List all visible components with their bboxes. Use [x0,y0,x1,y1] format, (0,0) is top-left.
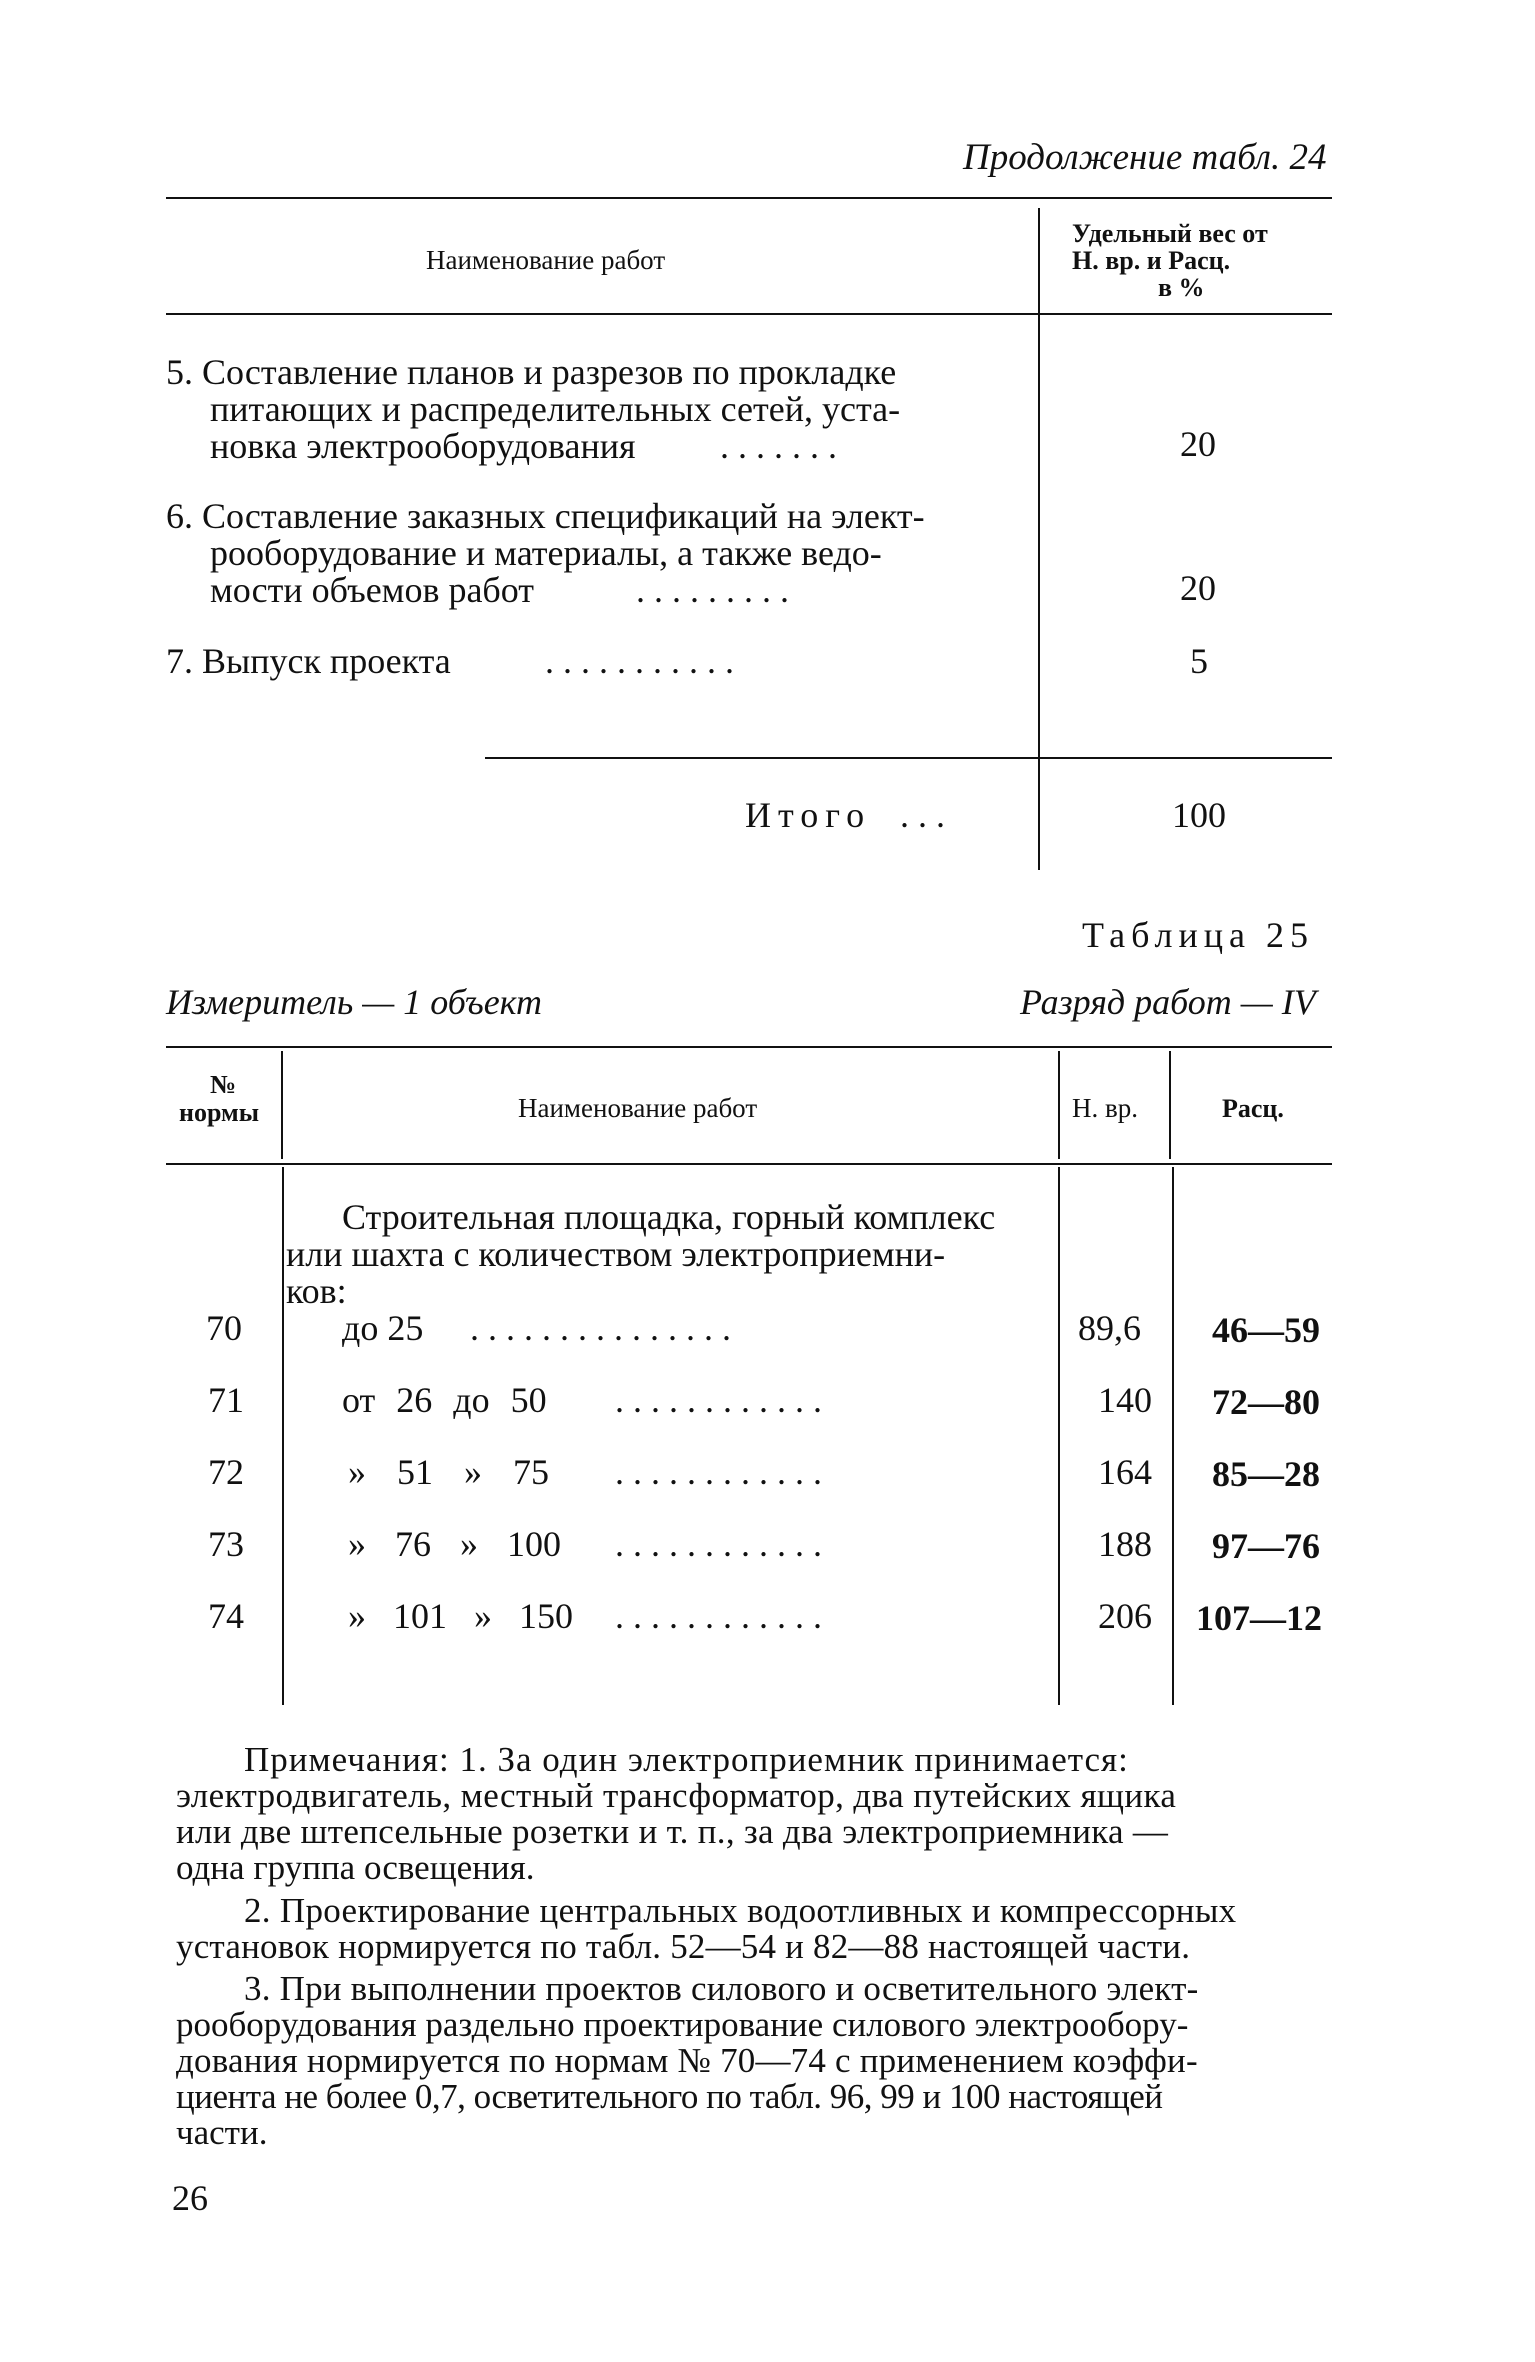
table25-header-time: Н. вр. [1072,1093,1138,1123]
table25-row71-desc: от 26 до 50 [342,1380,547,1420]
table25-divider-rate-header [1169,1051,1171,1159]
table25-row71-time: 140 [1098,1380,1152,1420]
table24-row7-dots: . . . . . . . . . . . [545,641,734,681]
table24-row6-line2: рооборудование и материалы, а также ведо- [210,533,882,573]
table25-intro-line1: Строительная площадка, горный комплекс [342,1197,996,1237]
table25-row74-time: 206 [1098,1596,1152,1636]
table25-header-name: Наименование работ [518,1093,758,1123]
note-line-5: 2. Проектирование центральных водоотливных и компрессорных [244,1891,1237,1930]
note-line-11: части. [176,2113,268,2152]
table25-caption: Таблица 25 [1082,915,1314,955]
table25-header-rule [166,1163,1332,1165]
note-line-9: дования нормируется по нормам № 70—74 с применением коэффи- [176,2041,1198,2080]
table25-row73-rate: 97—76 [1212,1526,1320,1566]
table24-header-weight-1: Удельный вес от [1072,219,1268,248]
table25-row70-rate: 46—59 [1212,1310,1320,1350]
table24-header-rule [166,313,1332,315]
table25-row74-desc: » 101 » 150 [348,1596,573,1636]
table24-total-dots: . . . [900,795,945,835]
table25-row71-dots: . . . . . . . . . . . . [615,1380,822,1420]
table24-header-name: Наименование работ [426,245,666,275]
table25-row71-rate: 72—80 [1212,1382,1320,1422]
note-line-4: одна группа освещения. [176,1848,535,1887]
table24-row5-value: 20 [1180,424,1216,464]
table24-row5-dots: . . . . . . . [720,426,837,466]
table24-row5-line3: новка электрооборудования [210,426,636,466]
page-number: 26 [172,2178,208,2218]
table24-total-value: 100 [1172,795,1226,835]
table25-header-rate: Расц. [1222,1094,1284,1123]
table24-row6-dots: . . . . . . . . . [636,570,789,610]
table25-row72-rate: 85—28 [1212,1454,1320,1494]
table25-row70-norm: 70 [206,1308,242,1348]
table24-total-label: Итого [745,795,872,835]
table25-divider-time-header [1058,1051,1060,1159]
note-line-2: электродвигатель, местный трансформатор, два путейских ящика [176,1776,1177,1815]
table25-divider-norm [282,1167,284,1705]
table25-row74-norm: 74 [208,1596,244,1636]
table24-row5-line2: питающих и распределительных сетей, уста- [210,389,901,429]
table24-row6-line3: мости объемов работ [210,570,534,610]
table25-grade: Разряд работ — IV [1020,982,1316,1022]
table25-row74-rate: 107—12 [1196,1598,1322,1638]
table24-row7-line1: 7. Выпуск проекта [166,641,451,681]
table25-divider-rate [1172,1167,1174,1705]
table24-top-rule [166,197,1332,199]
table25-row73-norm: 73 [208,1524,244,1564]
table25-row73-dots: . . . . . . . . . . . . [615,1524,822,1564]
table25-row72-time: 164 [1098,1452,1152,1492]
table25-row73-desc: » 76 » 100 [348,1524,561,1564]
table25-intro-line2: или шахта с количеством электроприемни- [286,1234,946,1274]
table24-header-weight-2: Н. вр. и Расц. [1072,246,1231,275]
note-line-7: 3. При выполнении проектов силового и осветительного элект- [244,1969,1199,2008]
table25-header-norm-2: нормы [179,1098,260,1127]
table25-row70-time: 89,6 [1078,1308,1141,1348]
note-line-8: рооборудования раздельно проектирование силового электрообору- [176,2005,1189,2044]
table25-divider-time [1058,1167,1060,1705]
table24-row6-value: 20 [1180,568,1216,608]
table24-header-weight-3: в % [1158,273,1205,302]
table25-row74-dots: . . . . . . . . . . . . [615,1596,822,1636]
note-line-6: установок нормируется по табл. 52—54 и 82—88 настоящей части. [176,1927,1191,1966]
table25-row70-dots: . . . . . . . . . . . . . . . [470,1308,731,1348]
continuation-caption: Продолжение табл. 24 [963,137,1327,178]
table25-meter: Измеритель — 1 объект [166,982,543,1022]
table25-divider-norm-header [281,1051,283,1159]
table25-row71-norm: 71 [208,1380,244,1420]
table25-row72-desc: » 51 » 75 [348,1452,549,1492]
table25-row72-norm: 72 [208,1452,244,1492]
table24-column-divider [1038,208,1040,870]
note-line-1: Примечания: 1. За один электроприемник принимается: [244,1740,1129,1779]
table24-row7-value: 5 [1190,641,1208,681]
table24-total-rule [485,757,1332,759]
table25-header-norm-1: № [210,1070,237,1099]
table25-row70-desc: до 25 [342,1308,424,1348]
table25-row72-dots: . . . . . . . . . . . . [615,1452,822,1492]
note-line-3: или две штепсельные розетки и т. п., за два электроприемника — [176,1812,1169,1851]
table25-top-rule [166,1046,1332,1048]
table25-intro-line3: ков: [286,1271,347,1311]
table25-row73-time: 188 [1098,1524,1152,1564]
note-line-10: циента не более 0,7, осветительного по табл. 96, 99 и 100 настоящей [176,2077,1163,2116]
table24-row6-line1: 6. Составление заказных спецификаций на элект- [166,496,925,536]
table24-row5-line1: 5. Составление планов и разрезов по прокладке [166,352,897,392]
